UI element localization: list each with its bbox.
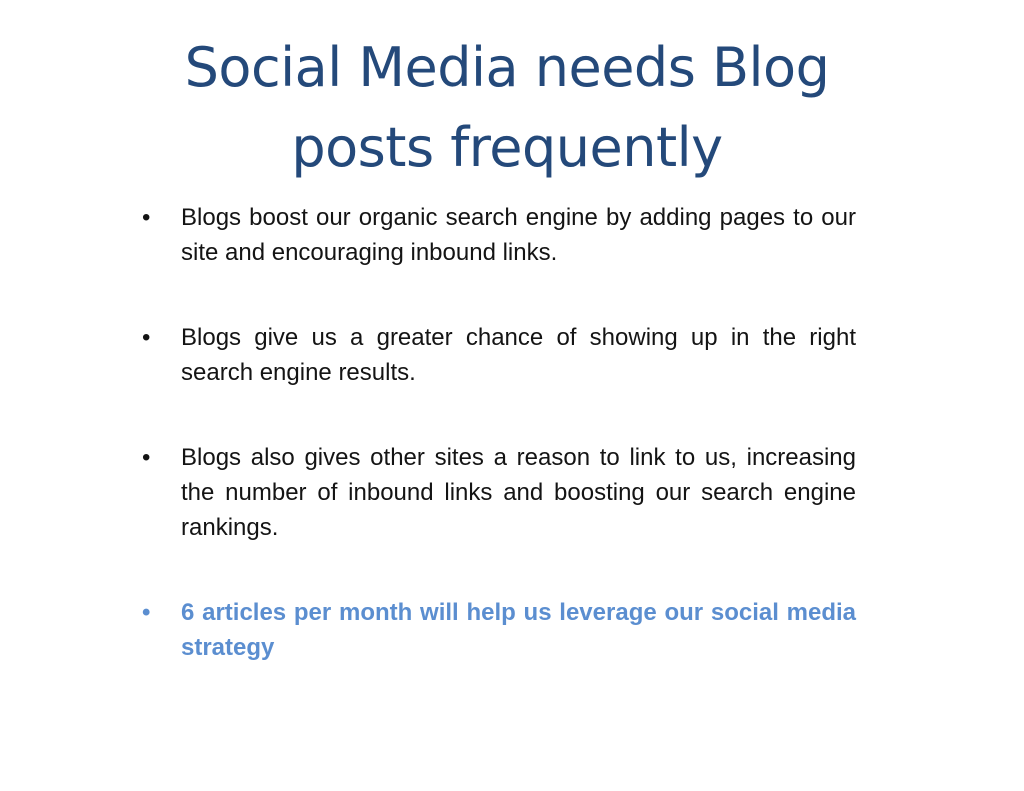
bullet-text: 6 articles per month will help us leverage our social media strategy xyxy=(181,599,856,661)
bullet-item-inbound-links xyxy=(140,440,856,545)
bullet-text: Blogs give us a greater chance of showing up in the right search engine results. xyxy=(181,324,856,386)
bullet-item-seo xyxy=(140,200,856,270)
bullet-item-articles-per-month xyxy=(140,595,856,665)
bullet-text: Blogs boost our organic search engine by adding pages to our site and encouraging inbound links. xyxy=(181,204,856,266)
slide-title: Social Media needs Blog posts frequently xyxy=(184,36,830,179)
bullet-item-search-results xyxy=(140,320,856,390)
bullet-dot-icon: • xyxy=(142,204,151,231)
bullet-text: Blogs also gives other sites a reason to link to us, increasing the number of inbound links and boosting our search engine rankings. xyxy=(181,444,856,541)
bullet-dot-icon: • xyxy=(142,444,151,471)
bullet-list xyxy=(140,200,856,715)
bullet-dot-icon: • xyxy=(142,324,151,351)
bullet-dot-icon: • xyxy=(142,599,151,626)
